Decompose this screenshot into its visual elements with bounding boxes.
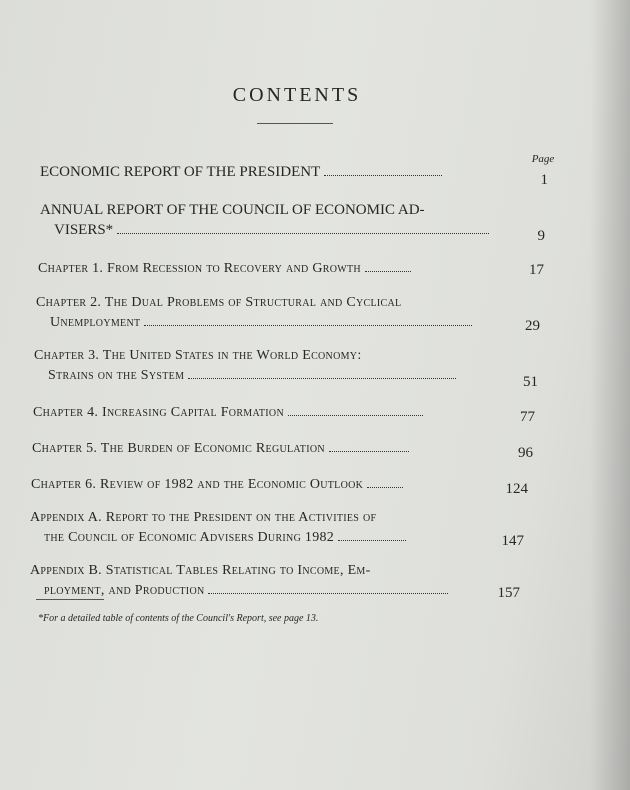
- leader-dots: [367, 486, 403, 488]
- toc-entry-economic-report: [40, 162, 442, 182]
- toc-entry-page: 1: [540, 172, 548, 188]
- toc-entry-title-cont: ployment, and Production: [44, 583, 205, 598]
- toc-entry-title: Chapter 1. From Recession to Recovery and Growth: [38, 261, 361, 276]
- leader-dots: [329, 450, 409, 452]
- toc-entry-title-cont: Unemployment: [50, 315, 141, 330]
- toc-entry-page: 96: [518, 445, 533, 461]
- toc-entry-title: ANNUAL REPORT OF THE COUNCIL OF ECONOMIC AD-: [40, 202, 425, 218]
- leader-dots: [188, 377, 456, 379]
- toc-entry-appendix-a: [30, 508, 406, 548]
- toc-entry-page: 9: [537, 228, 545, 244]
- contents-heading: CONTENTS: [232, 84, 362, 106]
- heading-rule: [257, 123, 333, 124]
- toc-entry-title: Appendix B. Statistical Tables Relating to Income, Em-: [30, 563, 371, 578]
- toc-entry-title: Chapter 3. The United States in the World Economy:: [34, 348, 362, 363]
- toc-entry-chapter-1: [38, 259, 411, 279]
- toc-entry-page: 51: [523, 374, 538, 390]
- page-column-label: Page: [531, 153, 555, 165]
- footnote-rule: [36, 599, 104, 600]
- toc-entry-title-cont: VISERS*: [54, 222, 114, 238]
- toc-entry-annual-report: [40, 200, 489, 240]
- leader-dots: [288, 414, 423, 416]
- toc-entry-appendix-b: [30, 561, 448, 601]
- leader-dots: [117, 232, 489, 234]
- toc-entry-chapter-2: [36, 293, 472, 333]
- page-edge-shadow: [590, 0, 630, 790]
- toc-entry-title: Chapter 4. Increasing Capital Formation: [33, 405, 284, 420]
- toc-entry-chapter-3: [34, 346, 456, 386]
- toc-entry-chapter-4: [33, 403, 423, 423]
- toc-entry-title-cont: the Council of Economic Advisers During 1982: [44, 530, 335, 545]
- toc-entry-title: Chapter 6. Review of 1982 and the Economic Outlook: [31, 477, 364, 492]
- leader-dots: [144, 324, 472, 326]
- toc-entry-page: 17: [529, 262, 544, 278]
- toc-entry-page: 124: [505, 481, 528, 497]
- leader-dots: [208, 592, 448, 594]
- toc-entry-title-cont: Strains on the System: [48, 368, 185, 383]
- leader-dots: [324, 174, 442, 176]
- toc-entry-page: 77: [520, 409, 535, 425]
- toc-entry-title: Chapter 5. The Burden of Economic Regulation: [32, 441, 325, 456]
- footnote: *For a detailed table of contents of the Council's Report, see page 13.: [38, 613, 319, 624]
- toc-entry-title: Appendix A. Report to the President on the Activities of: [30, 510, 377, 525]
- toc-entry-title: ECONOMIC REPORT OF THE PRESIDENT: [40, 164, 321, 180]
- toc-entry-page: 157: [497, 585, 520, 601]
- toc-entry-title: Chapter 2. The Dual Problems of Structural and Cyclical: [36, 295, 402, 310]
- toc-entry-page: 147: [501, 533, 524, 549]
- toc-entry-page: 29: [525, 318, 540, 334]
- leader-dots: [365, 270, 411, 272]
- toc-entry-chapter-6: [31, 475, 403, 495]
- toc-entry-chapter-5: [32, 439, 409, 459]
- leader-dots: [338, 539, 406, 541]
